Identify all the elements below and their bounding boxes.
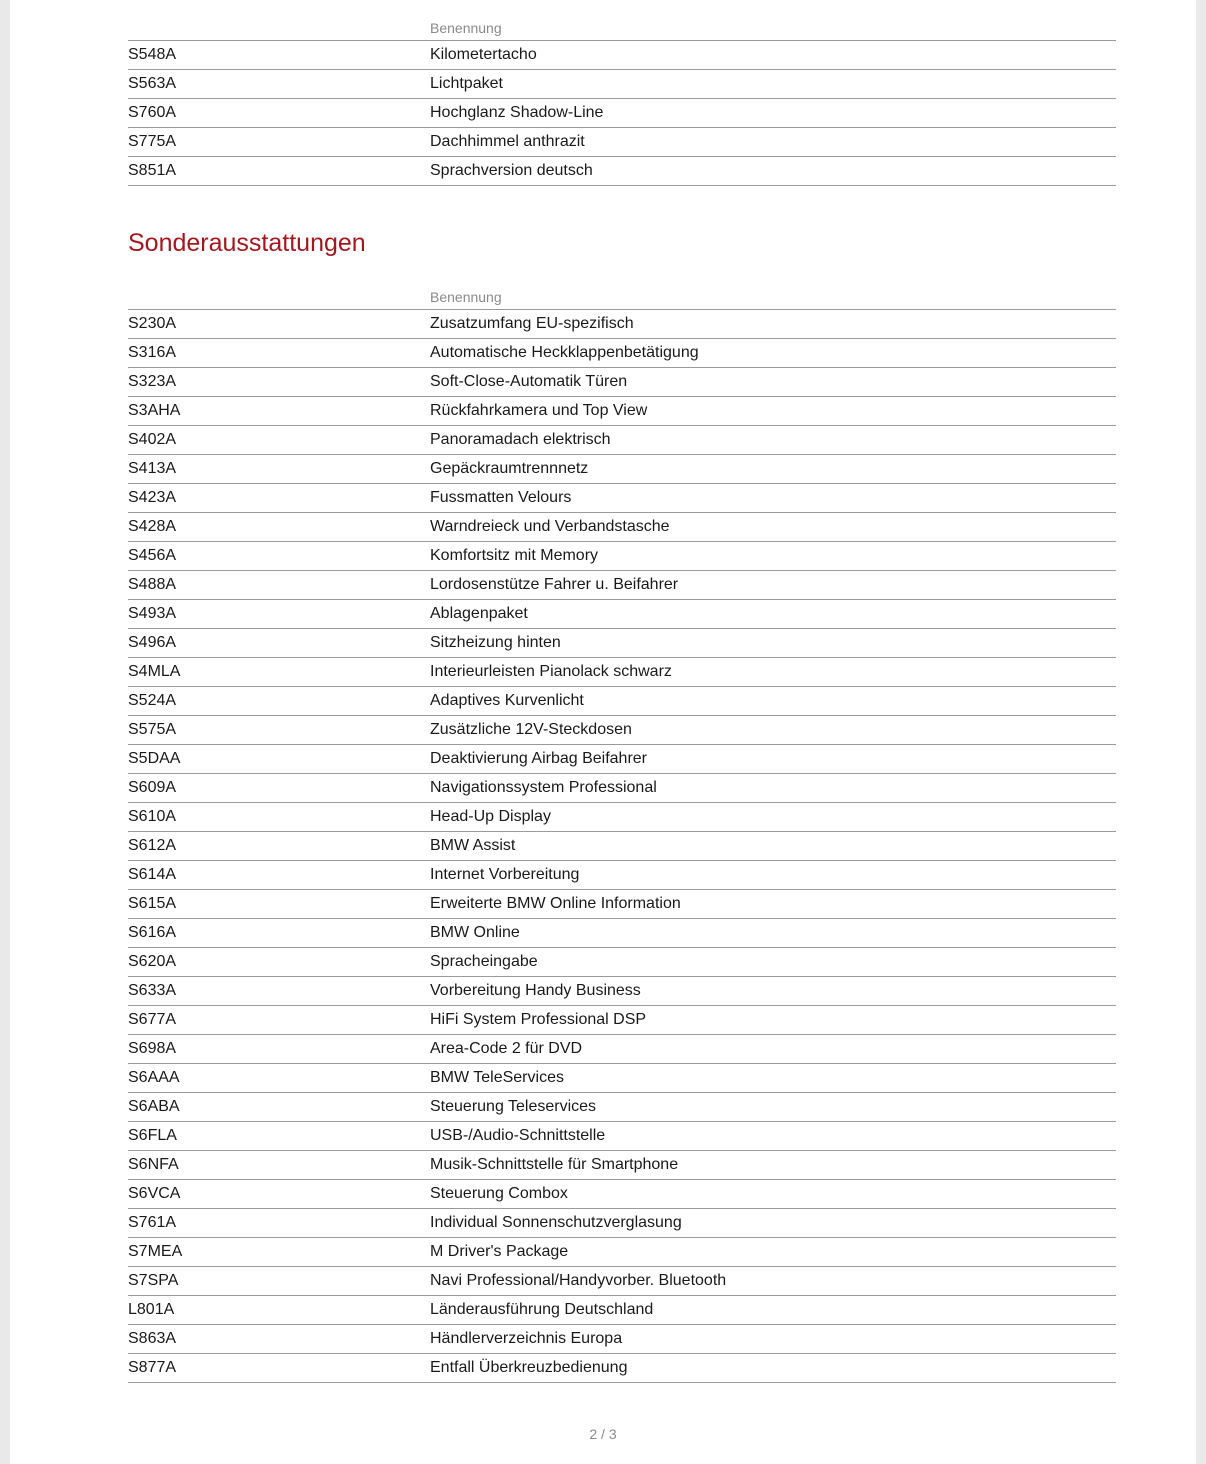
section-title: Sonderausstattungen [128, 229, 366, 257]
option-name: Vorbereitung Handy Business [430, 982, 641, 999]
table-row [128, 70, 1116, 99]
option-name: Erweiterte BMW Online Information [430, 895, 681, 912]
table-row [128, 1093, 1116, 1122]
table-row [128, 745, 1116, 774]
option-code: S6VCA [128, 1185, 181, 1202]
option-name: Komfortsitz mit Memory [430, 547, 599, 564]
table-row [128, 919, 1116, 948]
table-row [128, 542, 1116, 571]
table-row [128, 1209, 1116, 1238]
option-code: S633A [128, 982, 177, 999]
option-name: Navi Professional/Handyvorber. Bluetooth [430, 1272, 727, 1289]
option-code: S488A [128, 576, 177, 593]
option-name: Musik-Schnittstelle für Smartphone [430, 1156, 679, 1173]
table-row [128, 1354, 1116, 1383]
option-name: Spracheingabe [430, 953, 538, 970]
table-header [128, 269, 1116, 310]
option-name: Navigationssystem Professional [430, 779, 657, 796]
table-row [128, 600, 1116, 629]
option-name: Hochglanz Shadow-Line [430, 104, 604, 121]
table-row [128, 1238, 1116, 1267]
option-name: HiFi System Professional DSP [430, 1011, 647, 1028]
option-name: Ablagenpaket [430, 605, 528, 622]
option-code: S616A [128, 924, 177, 941]
column-header-benennung: Benennung [430, 289, 502, 305]
option-name: Internet Vorbereitung [430, 866, 580, 883]
option-name: Lordosenstütze Fahrer u. Beifahrer [430, 576, 679, 593]
table-row [128, 774, 1116, 803]
option-name: Rückfahrkamera und Top View [430, 402, 648, 419]
table-row [128, 1180, 1116, 1209]
option-code: S620A [128, 953, 177, 970]
option-code: S863A [128, 1330, 177, 1347]
option-name: Länderausführung Deutschland [430, 1301, 654, 1318]
option-code: S230A [128, 315, 177, 332]
option-code: S6AAA [128, 1069, 180, 1086]
option-code: S761A [128, 1214, 177, 1231]
option-name: Steuerung Teleservices [430, 1098, 597, 1115]
table-row [128, 426, 1116, 455]
option-name: Soft-Close-Automatik Türen [430, 373, 628, 390]
option-code: S496A [128, 634, 177, 651]
option-name: Area-Code 2 für DVD [430, 1040, 583, 1057]
option-code: S575A [128, 721, 177, 738]
table-row [128, 629, 1116, 658]
table-row [128, 339, 1116, 368]
table-row [128, 513, 1116, 542]
option-code: S610A [128, 808, 177, 825]
table-row [128, 1064, 1116, 1093]
table-row [128, 571, 1116, 600]
option-code: S615A [128, 895, 177, 912]
table-row [128, 716, 1116, 745]
table-row [128, 861, 1116, 890]
option-code: L801A [128, 1301, 175, 1318]
option-name: Interieurleisten Pianolack schwarz [430, 663, 672, 680]
table-row [128, 41, 1116, 70]
option-name: Panoramadach elektrisch [430, 431, 611, 448]
option-code: S677A [128, 1011, 177, 1028]
option-name: M Driver's Package [430, 1243, 569, 1260]
option-code: S5DAA [128, 750, 181, 767]
option-name: Deaktivierung Airbag Beifahrer [430, 750, 648, 767]
option-name: Fussmatten Velours [430, 489, 572, 506]
option-name: Automatische Heckklappenbetätigung [430, 344, 699, 361]
option-name: Lichtpaket [430, 75, 503, 92]
option-code: S609A [128, 779, 177, 796]
column-header-benennung: Benennung [430, 20, 502, 36]
table-row [128, 977, 1116, 1006]
option-code: S614A [128, 866, 177, 883]
option-name: Individual Sonnenschutzverglasung [430, 1214, 682, 1231]
option-code: S413A [128, 460, 177, 477]
option-code: S7MEA [128, 1243, 183, 1260]
option-name: Händlerverzeichnis Europa [430, 1330, 623, 1347]
option-code: S4MLA [128, 663, 181, 680]
option-name: BMW Assist [430, 837, 516, 854]
option-code: S6NFA [128, 1156, 179, 1173]
option-code: S6FLA [128, 1127, 177, 1144]
equipment-table-top [128, 0, 1116, 186]
table-row [128, 1035, 1116, 1064]
option-code: S612A [128, 837, 177, 854]
sonderausstattungen-table [128, 269, 1116, 1383]
table-row [128, 1267, 1116, 1296]
option-code: S456A [128, 547, 177, 564]
option-name: BMW Online [430, 924, 520, 941]
option-code: S548A [128, 46, 177, 63]
table-row [128, 310, 1116, 339]
table-row [128, 658, 1116, 687]
option-name: Kilometertacho [430, 46, 537, 63]
table-row [128, 832, 1116, 861]
option-code: S493A [128, 605, 177, 622]
option-code: S698A [128, 1040, 177, 1057]
option-name: Head-Up Display [430, 808, 551, 825]
table-row [128, 128, 1116, 157]
table-row [128, 455, 1116, 484]
table-row [128, 803, 1116, 832]
option-name: Zusatzumfang EU-spezifisch [430, 315, 634, 332]
option-code: S775A [128, 133, 177, 150]
table-row [128, 948, 1116, 977]
table-row [128, 1122, 1116, 1151]
option-name: Sitzheizung hinten [430, 634, 561, 651]
table-row [128, 157, 1116, 186]
option-code: S423A [128, 489, 177, 506]
option-code: S402A [128, 431, 177, 448]
table-row [128, 687, 1116, 716]
table-row [128, 1151, 1116, 1180]
option-name: Steuerung Combox [430, 1185, 568, 1202]
table-row [128, 890, 1116, 919]
table-row [128, 484, 1116, 513]
option-name: Entfall Überkreuzbedienung [430, 1359, 628, 1376]
option-name: Gepäckraumtrennnetz [430, 460, 589, 477]
option-code: S851A [128, 162, 177, 179]
page-indicator: 2 / 3 [589, 1426, 617, 1442]
option-name: Dachhimmel anthrazit [430, 133, 585, 150]
table-header [128, 0, 1116, 41]
table-row [128, 1296, 1116, 1325]
option-code: S7SPA [128, 1272, 179, 1289]
option-code: S428A [128, 518, 177, 535]
table-row [128, 1006, 1116, 1035]
option-name: USB-/Audio-Schnittstelle [430, 1127, 606, 1144]
table-row [128, 99, 1116, 128]
option-code: S877A [128, 1359, 177, 1376]
table-row [128, 368, 1116, 397]
option-name: BMW TeleServices [430, 1069, 564, 1086]
table-row [128, 397, 1116, 426]
option-code: S760A [128, 104, 177, 121]
table-row [128, 1325, 1116, 1354]
option-code: S316A [128, 344, 177, 361]
option-code: S563A [128, 75, 177, 92]
option-name: Warndreieck und Verbandstasche [430, 518, 670, 535]
option-code: S323A [128, 373, 177, 390]
option-code: S524A [128, 692, 177, 709]
option-name: Sprachversion deutsch [430, 162, 593, 179]
option-code: S3AHA [128, 402, 181, 419]
document-page [10, 0, 1196, 1464]
option-code: S6ABA [128, 1098, 180, 1115]
option-name: Zusätzliche 12V-Steckdosen [430, 721, 632, 738]
option-name: Adaptives Kurvenlicht [430, 692, 584, 709]
